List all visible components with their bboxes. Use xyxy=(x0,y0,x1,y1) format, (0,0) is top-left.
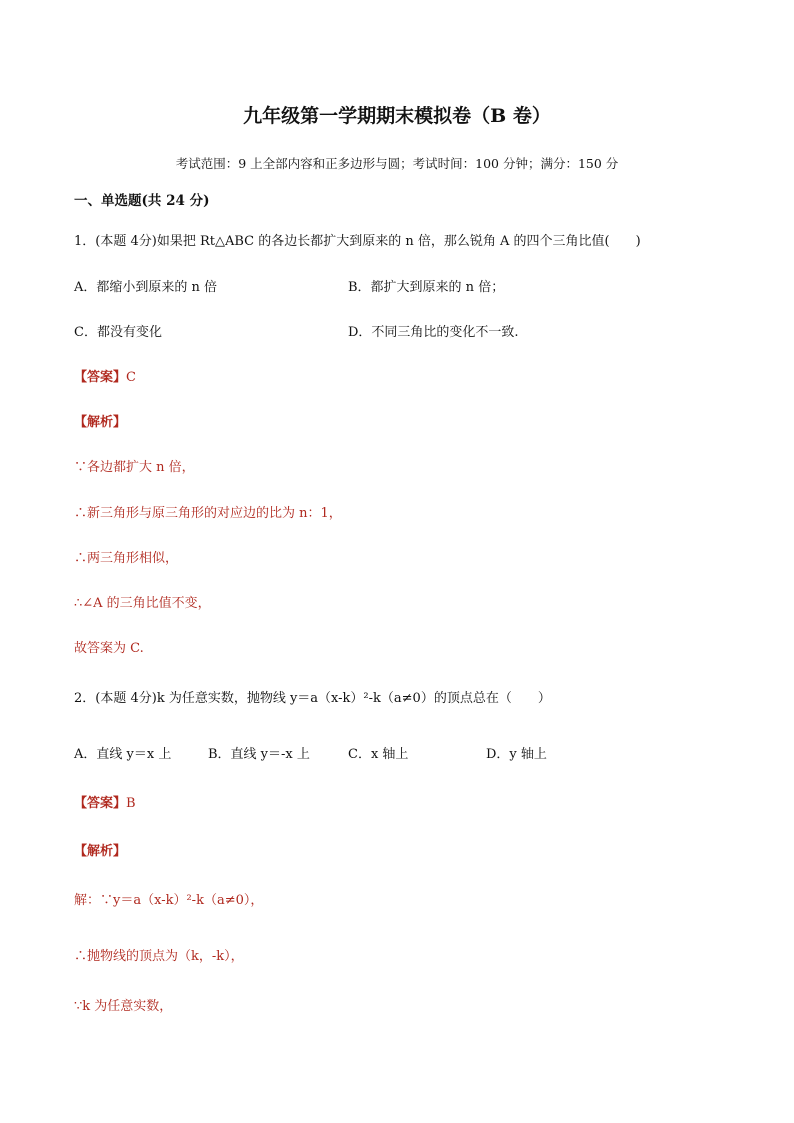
question-2-analysis-tag: 【解析】 xyxy=(74,844,127,859)
question-2-option-b: B．直线 y＝-x 上 xyxy=(208,747,310,762)
question-1-option-b: B．都扩大到原来的 n 倍； xyxy=(348,280,505,295)
question-1-option-c: C．都没有变化 xyxy=(74,325,162,340)
question-2-stem: 2．(本题 4分)k 为任意实数，抛物线 y＝a（x-k）²-k（a≠0）的顶点总在（ ） xyxy=(74,691,551,706)
section-heading: 一、单选题(共 24 分) xyxy=(74,193,210,209)
question-2-option-a: A．直线 y＝x 上 xyxy=(74,747,172,762)
document-title: 九年级第一学期期末模拟卷（B 卷） xyxy=(243,105,551,127)
question-1-stem: 1．(本题 4分)如果把 Rt△ABC 的各边长都扩大到原来的 n 倍，那么锐角 A 的四个三角比值( ) xyxy=(74,234,641,249)
question-1-option-d: D．不同三角比的变化不一致. xyxy=(348,325,519,340)
analysis-line: ∴∠A 的三角比值不变， xyxy=(74,596,211,611)
analysis-line: 解：∵y＝a（x-k）²-k（a≠0）， xyxy=(74,893,264,908)
exam-info: 考试范围：9 上全部内容和正多边形与圆；考试时间：100 分钟；满分：150 分 xyxy=(175,156,619,171)
question-1-option-a: A．都缩小到原来的 n 倍 xyxy=(74,280,218,295)
analysis-line: ∴两三角形相似， xyxy=(74,551,179,566)
answer-tag: 【答案】 xyxy=(74,370,127,385)
question-1-analysis-tag: 【解析】 xyxy=(74,415,127,430)
answer-value: C xyxy=(126,370,136,385)
analysis-line: ∴抛物线的顶点为（k，-k）， xyxy=(74,949,244,964)
analysis-line: ∴新三角形与原三角形的对应边的比为 n：1， xyxy=(74,506,342,521)
question-2-answer xyxy=(74,795,136,813)
analysis-line: 故答案为 C. xyxy=(74,641,144,656)
answer-tag: 【答案】 xyxy=(74,796,127,811)
question-1-answer xyxy=(74,369,136,387)
question-2-option-c: C．x 轴上 xyxy=(348,747,409,762)
question-2-option-d: D．y 轴上 xyxy=(486,747,547,762)
analysis-line: ∵各边都扩大 n 倍， xyxy=(74,460,195,475)
answer-value: B xyxy=(126,796,136,811)
analysis-line: ∵k 为任意实数， xyxy=(74,999,173,1014)
